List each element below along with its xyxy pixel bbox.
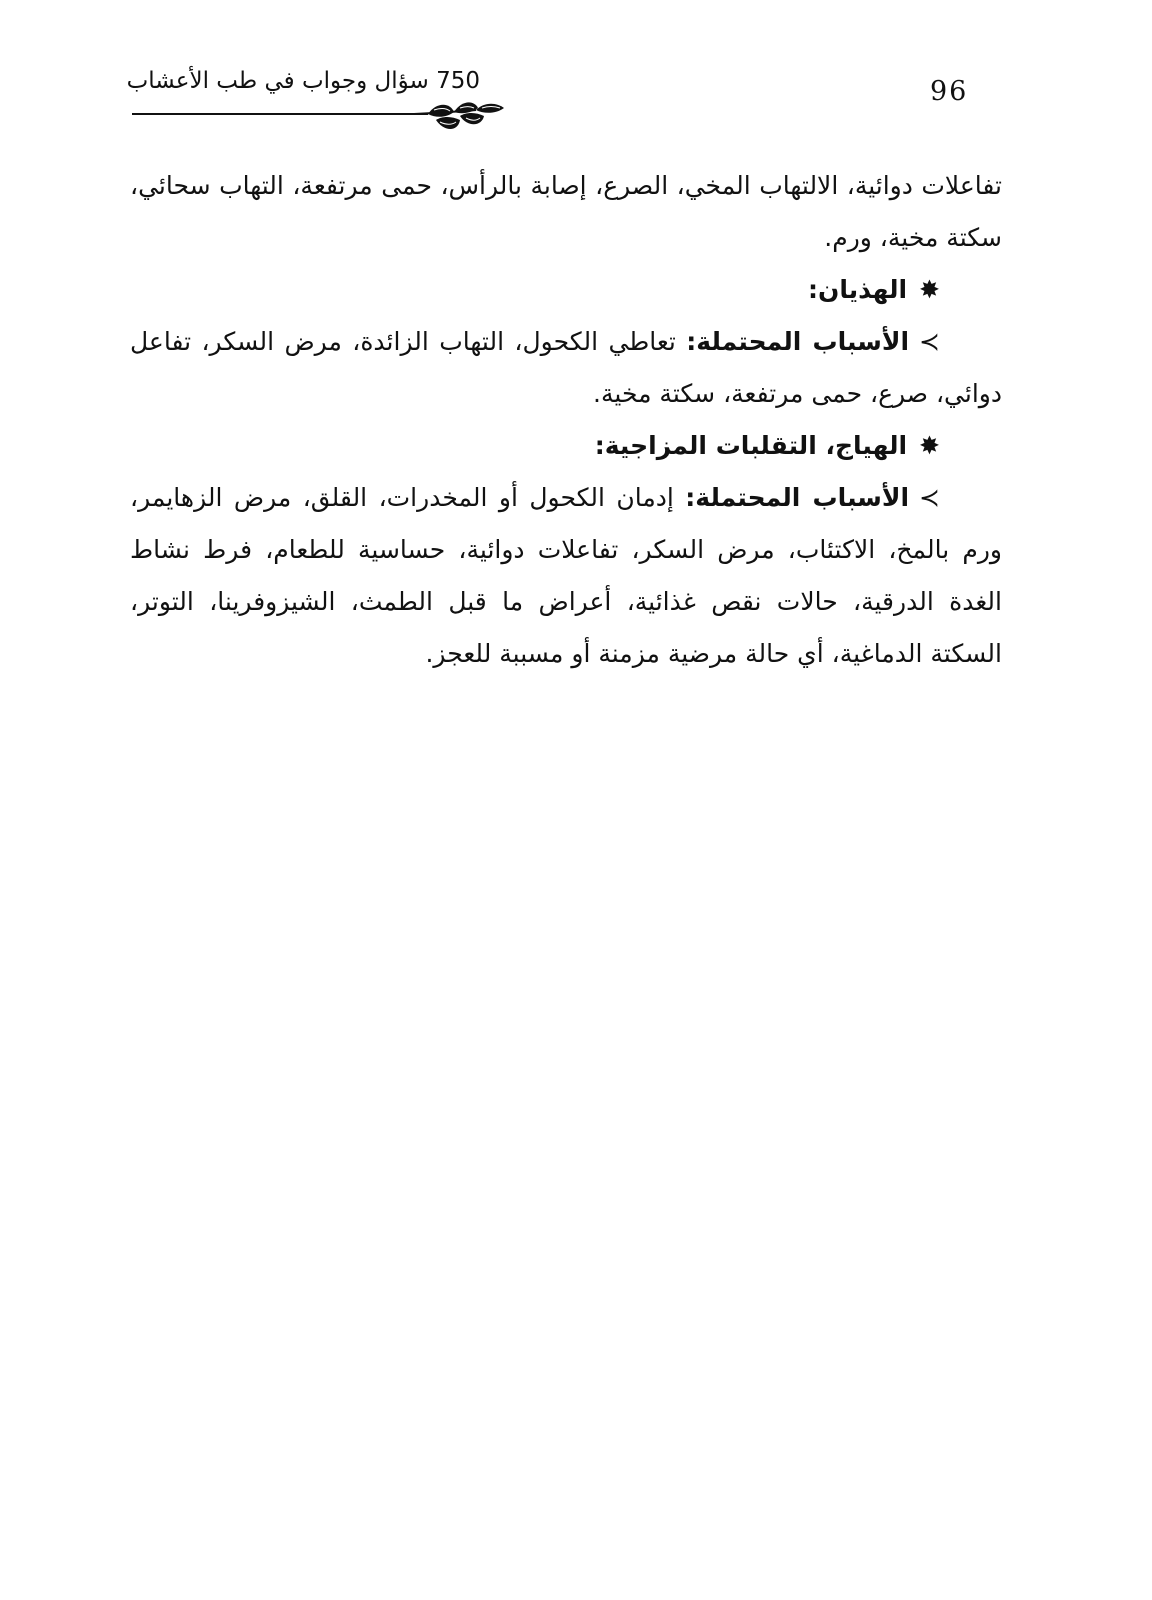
header-divider: [132, 113, 428, 115]
page-body: [130, 160, 1002, 680]
page-number: 96: [930, 76, 969, 107]
item-label: الأسباب المحتملة:: [686, 327, 910, 356]
item-text: تعاطي الكحول، التهاب الزائدة، مرض السكر، تفاعل دوائي، صرع، حمى مرتفعة، سكتة مخية.: [130, 327, 1002, 408]
section-heading: [130, 264, 1002, 316]
paragraph: تفاعلات دوائية، الالتهاب المخي، الصرع، إصابة بالرأس، حمى مرتفعة، التهاب سحائي، سكتة مخية، ورم.: [130, 171, 1002, 252]
leaf-branch-icon: [414, 98, 508, 138]
star-bullet-icon: ✸: [919, 275, 940, 304]
arrow-bullet-icon: ≻: [919, 483, 940, 512]
section-heading-title: الهذيان:: [808, 275, 908, 304]
item-text: إدمان الكحول أو المخدرات، القلق، مرض الزهايمر، ورم بالمخ، الاكتئاب، مرض السكر، تفاعلات دوائية، حساسية للطعام، فرط نشاط الغدة الدرقية، حالات نقص غذائية، أعراض ما قبل الطمث، الشيزوفرينا، التوتر، السكتة الدماغية، أي حالة مرضية مزمنة أو مسببة للعجز.: [130, 483, 1002, 668]
arrow-bullet-icon: ≻: [919, 327, 940, 356]
running-head-title: 750 سؤال وجواب في طب الأعشاب: [126, 68, 480, 94]
list-item: [130, 316, 1002, 420]
list-item: [130, 472, 1002, 680]
star-bullet-icon: ✸: [919, 431, 940, 460]
section-heading: [130, 420, 1002, 472]
item-label: الأسباب المحتملة:: [685, 483, 910, 512]
section-heading-title: الهياج، التقلبات المزاجية:: [594, 431, 908, 460]
